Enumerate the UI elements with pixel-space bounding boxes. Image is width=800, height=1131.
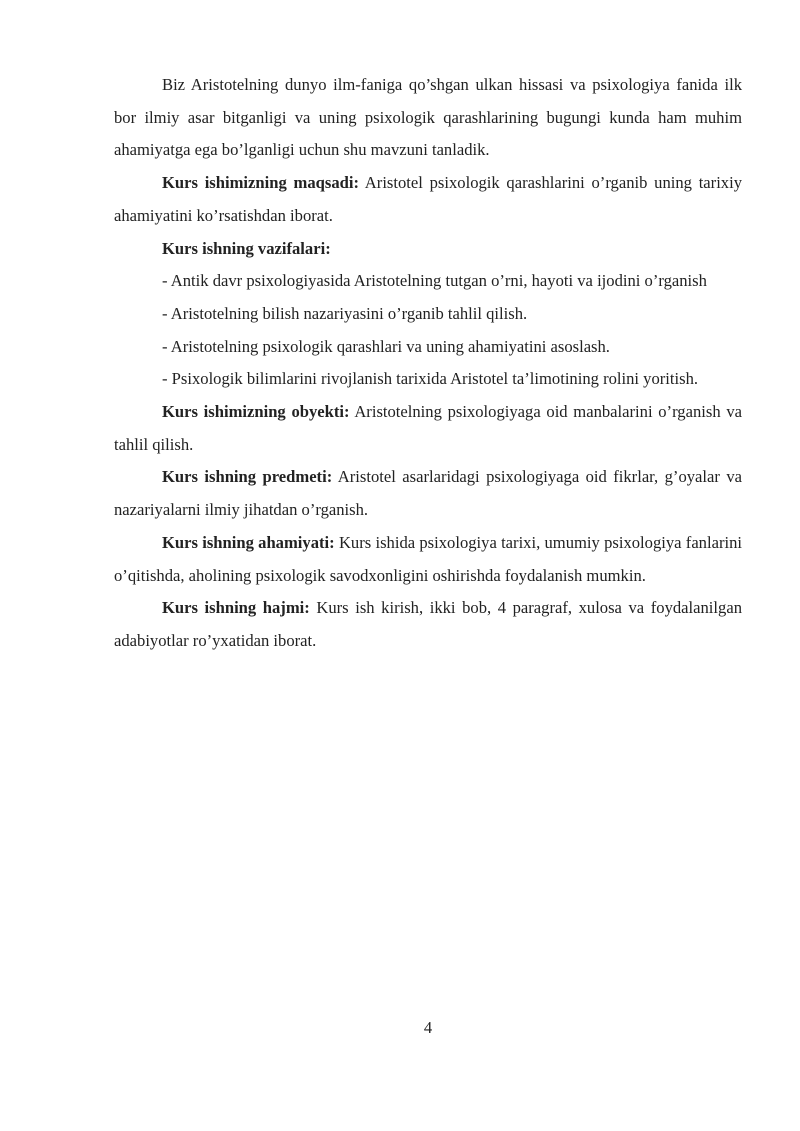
- task-item-1: [114, 265, 742, 298]
- paragraph-text: Aristotel psixologik qarashlarini o’rganib uning tarixiy ahamiyatini ko’rsatishdan iborat.: [114, 173, 743, 225]
- paragraph-text: Aristotelning psixologiyaga oid manbalarini o’rganish va tahlil qilish.: [114, 402, 743, 454]
- paragraph-text: - Antik davr psixologiyasida Aristotelning tutgan o’rni, hayoti va ijodini o’rganish: [162, 271, 707, 291]
- paragraph-heading: Kurs ishimizning maqsadi:: [162, 173, 359, 193]
- paragraph-heading: Kurs ishimizning obyekti:: [162, 402, 350, 422]
- paragraph-goal: [114, 167, 742, 232]
- paragraph-heading: Kurs ishning vazifalari:: [162, 238, 331, 258]
- paragraph-text: Kurs ish kirish, ikki bob, 4 paragraf, xulosa va foydalanilgan adabiyotlar ro’yxatidan iborat.: [114, 598, 742, 650]
- paragraph-tasks-heading: [114, 233, 742, 266]
- paragraph-scope: [114, 592, 742, 657]
- paragraph-heading: Kurs ishning ahamiyati:: [162, 532, 335, 552]
- paragraph-heading: Kurs ishning predmeti:: [162, 467, 333, 487]
- paragraph-significance: [114, 527, 742, 592]
- paragraph-heading: Kurs ishning hajmi:: [162, 598, 310, 618]
- page-number: 4: [423, 1018, 433, 1037]
- paragraph-subject: [114, 461, 742, 526]
- paragraph-intro: [114, 69, 742, 167]
- paragraph-text: - Aristotelning bilish nazariyasini o’rganib tahlil qilish.: [162, 303, 528, 323]
- paragraph-text: - Psixologik bilimlarini rivojlanish tarixida Aristotel ta’limotining rolini yoritish.: [162, 369, 699, 389]
- paragraph-text: Biz Aristotelning dunyo ilm-faniga qo’shgan ulkan hissasi va psixologiya fanida ilk bor ilmiy asar bitganligi va uning psixologik qarashlarining bugungi kunda ham muhim ahamiyatga ega bo’lganligi uchun shu mavzuni tanladik.: [114, 75, 742, 160]
- paragraph-object: [114, 396, 742, 461]
- task-item-4: [114, 363, 742, 396]
- task-item-3: [114, 331, 742, 364]
- paragraph-text: Aristotel asarlaridagi psixologiyaga oid fikrlar, g’oyalar va nazariyalarni ilmiy jihatdan o’rganish.: [114, 467, 743, 520]
- task-item-2: [114, 298, 742, 331]
- paragraph-text: - Aristotelning psixologik qarashlari va uning ahamiyatini asoslash.: [162, 336, 610, 356]
- paragraph-text: Kurs ishida psixologiya tarixi, umumiy psixologiya fanlarini o’qitishda, aholining psixologik savodxonligini oshirishda foydalanish mumkin.: [114, 532, 742, 585]
- page-body: [114, 69, 742, 658]
